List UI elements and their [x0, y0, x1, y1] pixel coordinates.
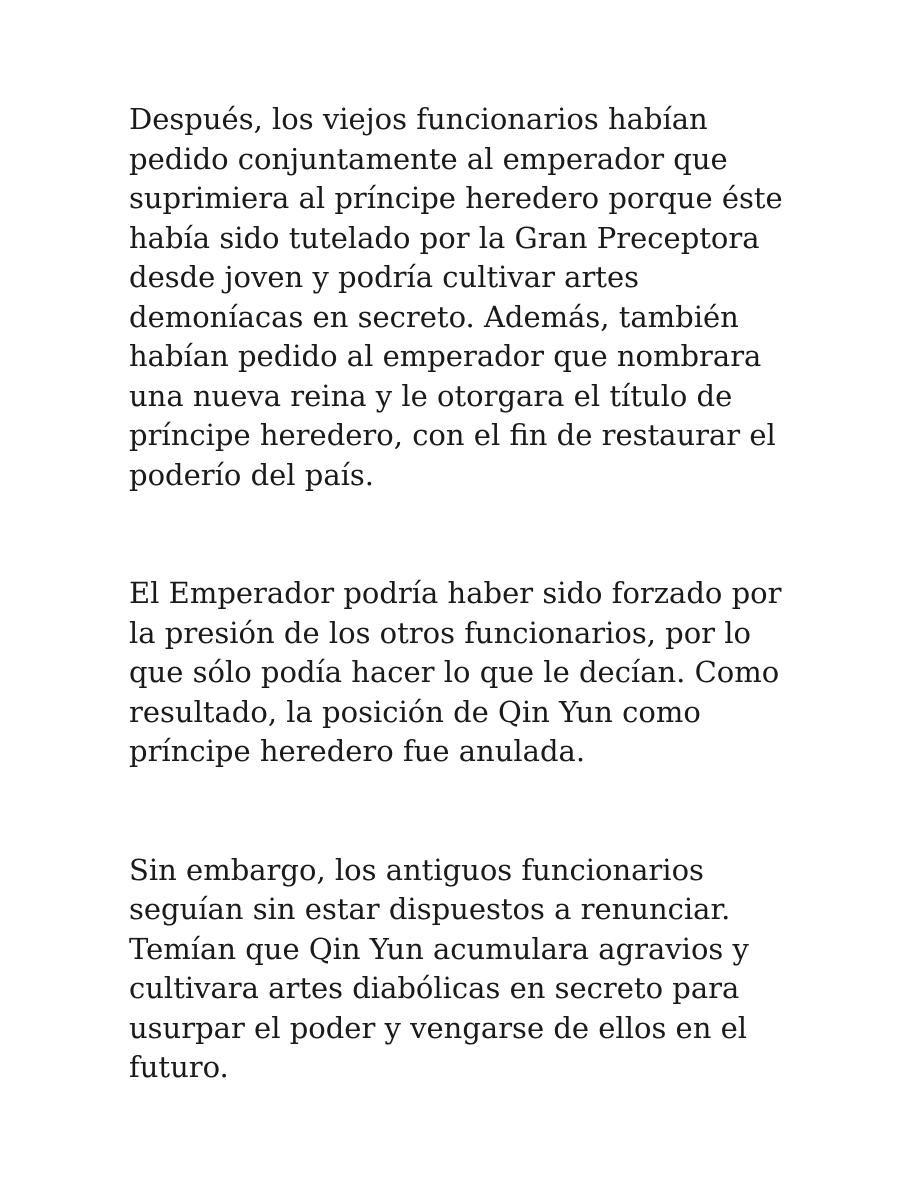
text-line: habían pedido al emperador que nombrara: [129, 339, 762, 373]
text-line: cultivara artes diabólicas en secreto para: [129, 971, 740, 1005]
text-line: la presión de los otros funcionarios, por lo: [129, 615, 751, 650]
text-line: demoníacas en secreto. Además, también: [129, 299, 739, 334]
text-line: desde joven y podría cultivar artes: [129, 260, 640, 294]
paragraph-2: [129, 574, 789, 772]
paragraph-1: [129, 100, 789, 495]
text-line: poderío del país.: [129, 457, 375, 492]
paragraph-3: [129, 851, 789, 1088]
text-line: Sin embargo, los antiguos funcionarios: [129, 852, 704, 887]
text-line: resultado, la posición de Qin Yun como: [129, 694, 701, 729]
text-line: suprimiera al príncipe heredero porque éste: [129, 181, 783, 215]
text-line: que sólo podía hacer lo que le decían. Como: [129, 655, 780, 689]
text-line: una nueva reina y le otorgara el título de: [129, 378, 733, 413]
text-line: había sido tutelado por la Gran Preceptora: [129, 220, 760, 255]
text-line: futuro.: [129, 1050, 229, 1084]
text-line: El Emperador podría haber sido forzado por: [129, 576, 782, 610]
text-line: Después, los viejos funcionarios habían: [129, 102, 708, 136]
text-line: príncipe heredero, con el fin de restaurar el: [129, 418, 776, 452]
text-line: príncipe heredero fue anulada.: [129, 734, 586, 768]
document-body: [129, 100, 789, 1088]
text-line: Temían que Qin Yun acumulara agravios y: [129, 931, 749, 966]
text-line: pedido conjuntamente al emperador que: [129, 141, 728, 176]
text-line: seguían sin estar dispuestos a renunciar.: [129, 892, 731, 926]
text-line: usurpar el poder y vengarse de ellos en el: [129, 1010, 748, 1045]
